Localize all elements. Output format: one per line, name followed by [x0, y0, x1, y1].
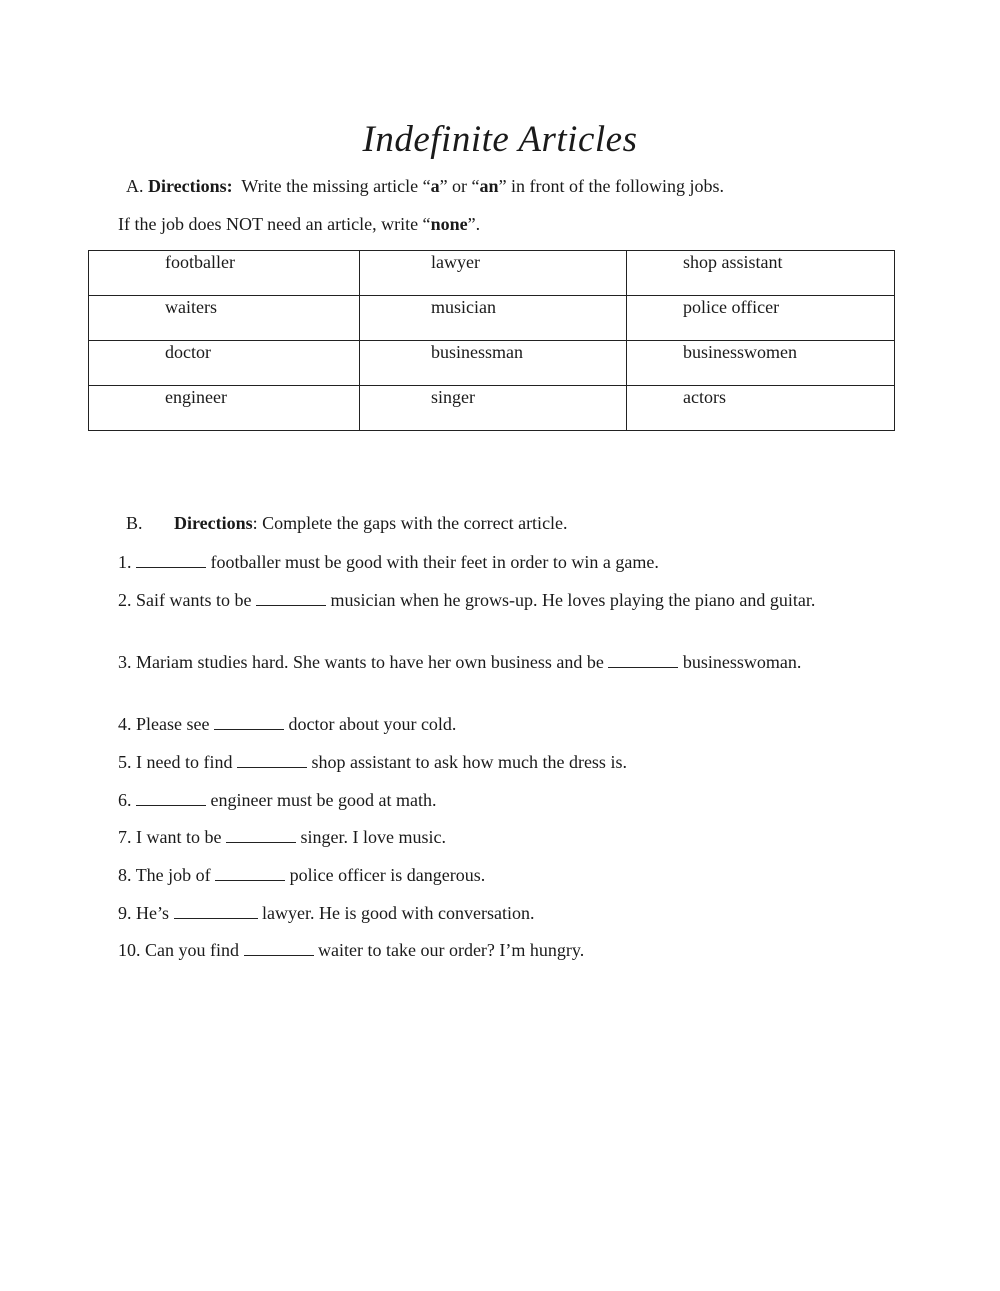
job-cell[interactable]: businessman	[360, 341, 627, 386]
question-text: police officer is dangerous.	[289, 865, 486, 885]
table-row	[89, 341, 895, 386]
question-text: I need to find	[136, 752, 233, 772]
section-a-directions-line2	[118, 214, 480, 235]
question-number: 7.	[118, 827, 132, 847]
jobs-table	[88, 250, 895, 431]
answer-blank[interactable]	[226, 828, 296, 843]
article-none: none	[430, 214, 468, 234]
question-number: 9.	[118, 903, 132, 923]
directions-text: If the job does NOT need an article, write “	[118, 214, 431, 234]
question-item	[118, 825, 878, 849]
article-a: a	[430, 176, 440, 196]
section-b-directions	[126, 513, 568, 534]
section-a-heading: Directions:	[148, 176, 233, 196]
question-item	[118, 750, 878, 774]
worksheet-title: Indefinite Articles	[362, 119, 638, 160]
job-cell[interactable]: lawyer	[360, 251, 627, 296]
question-text: footballer must be good with their feet in order to win a game.	[210, 552, 659, 572]
question-item	[118, 550, 878, 574]
table-row	[89, 296, 895, 341]
job-cell[interactable]: musician	[360, 296, 627, 341]
question-number: 1.	[118, 552, 132, 572]
question-number: 4.	[118, 714, 132, 734]
job-cell[interactable]: actors	[627, 386, 895, 431]
question-item	[118, 863, 878, 887]
question-number: 6.	[118, 790, 132, 810]
section-a-directions	[126, 176, 724, 197]
question-text: Mariam studies hard. She wants to have her own business and be	[136, 652, 604, 672]
question-item	[118, 788, 878, 812]
directions-text: : Complete the gaps with the correct article.	[252, 513, 568, 533]
section-a-label: A.	[126, 176, 144, 196]
directions-text: ” or “	[439, 176, 480, 196]
question-text: singer. I love music.	[300, 827, 446, 847]
question-text: engineer must be good at math.	[210, 790, 437, 810]
job-cell[interactable]: doctor	[89, 341, 360, 386]
question-item	[118, 901, 878, 925]
question-text: He’s	[136, 903, 169, 923]
question-item	[118, 588, 878, 612]
directions-text: Write the missing article “	[241, 176, 431, 196]
answer-blank[interactable]	[136, 553, 206, 568]
question-text: Saif wants to be	[136, 590, 252, 610]
question-number: 8.	[118, 865, 132, 885]
directions-text: ”.	[467, 214, 481, 234]
answer-blank[interactable]	[136, 791, 206, 806]
question-item	[118, 650, 878, 674]
job-cell[interactable]: shop assistant	[627, 251, 895, 296]
answer-blank[interactable]	[237, 753, 307, 768]
job-cell[interactable]: engineer	[89, 386, 360, 431]
question-text: musician when he grows-up. He loves playing the piano and guitar.	[330, 590, 816, 610]
question-text: doctor about your cold.	[288, 714, 457, 734]
table-row	[89, 251, 895, 296]
table-row	[89, 386, 895, 431]
job-cell[interactable]: waiters	[89, 296, 360, 341]
question-text: businesswoman.	[682, 652, 802, 672]
question-text: lawyer. He is good with conversation.	[262, 903, 535, 923]
question-text: The job of	[135, 865, 211, 885]
answer-blank[interactable]	[244, 941, 314, 956]
question-item	[118, 712, 878, 736]
question-text: Please see	[136, 714, 210, 734]
job-cell[interactable]: footballer	[89, 251, 360, 296]
job-cell[interactable]: businesswomen	[627, 341, 895, 386]
answer-blank[interactable]	[174, 904, 258, 919]
article-an: an	[479, 176, 499, 196]
job-cell[interactable]: singer	[360, 386, 627, 431]
answer-blank[interactable]	[214, 715, 284, 730]
question-number: 2.	[118, 590, 132, 610]
answer-blank[interactable]	[256, 591, 326, 606]
question-text: I want to be	[136, 827, 222, 847]
question-number: 3.	[118, 652, 132, 672]
question-text: Can you find	[145, 940, 239, 960]
question-number: 10.	[118, 940, 141, 960]
directions-text: ” in front of the following jobs.	[498, 176, 725, 196]
section-b-label: B.	[126, 513, 143, 533]
question-number: 5.	[118, 752, 132, 772]
question-item	[118, 938, 878, 962]
section-b-heading: Directions	[174, 513, 253, 533]
answer-blank[interactable]	[215, 866, 285, 881]
job-cell[interactable]: police officer	[627, 296, 895, 341]
question-text: waiter to take our order? I’m hungry.	[318, 940, 585, 960]
question-text: shop assistant to ask how much the dress is.	[311, 752, 627, 772]
answer-blank[interactable]	[608, 653, 678, 668]
